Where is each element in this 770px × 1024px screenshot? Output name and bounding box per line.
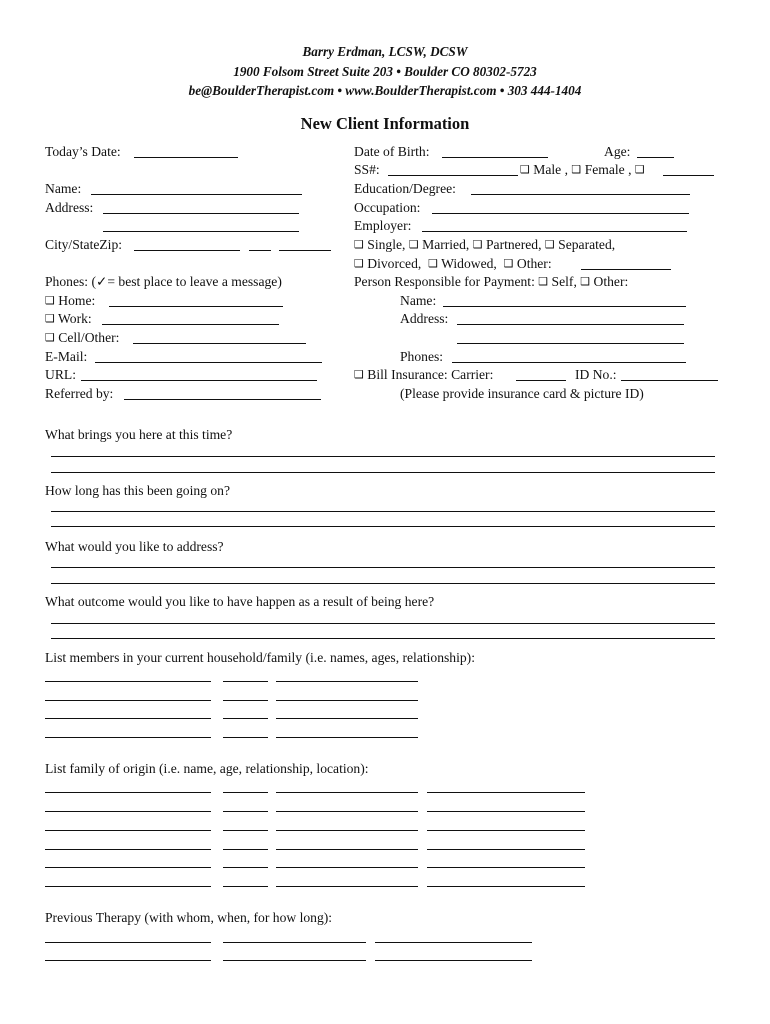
todays-date-field[interactable] <box>134 157 238 158</box>
education-field[interactable] <box>471 194 690 195</box>
therapy-whom-field[interactable] <box>45 960 211 961</box>
divorced-label: Divorced, <box>367 256 422 271</box>
email-label: E-Mail: <box>45 349 88 364</box>
practice-address: 1900 Folsom Street Suite 203 • Boulder CO 80302-5723 <box>233 64 537 79</box>
household-name-field[interactable] <box>45 737 211 738</box>
family-relationship-field[interactable] <box>276 830 418 831</box>
home-checkbox[interactable]: ❑ <box>45 294 55 307</box>
question-how-long: How long has this been going on? <box>45 483 231 498</box>
practice-contact: be@BoulderTherapist.com • www.BoulderTherapist.com • 303 444-1404 <box>188 83 582 98</box>
therapy-duration-field[interactable] <box>375 960 532 961</box>
family-name-field[interactable] <box>45 867 211 868</box>
bill-insurance-label: Bill Insurance: Carrier: <box>367 367 494 382</box>
partnered-checkbox[interactable]: ❑ <box>472 238 483 251</box>
name-label: Name: <box>45 181 82 196</box>
household-age-field[interactable] <box>223 737 268 738</box>
cell-checkbox[interactable]: ❑ <box>45 331 55 344</box>
payer-other-checkbox[interactable]: ❑ <box>580 275 591 288</box>
home-label: Home: <box>58 293 96 308</box>
marital-other-checkbox[interactable]: ❑ <box>503 257 514 270</box>
household-name-field[interactable] <box>45 718 211 719</box>
answer-line[interactable] <box>51 638 715 639</box>
family-age-field[interactable] <box>223 886 268 887</box>
carrier-field[interactable] <box>516 380 566 381</box>
dob-label: Date of Birth: <box>354 144 430 159</box>
bill-insurance-row <box>354 367 493 384</box>
family-age-field[interactable] <box>223 792 268 793</box>
married-label: Married, <box>422 237 470 252</box>
resp-name-label: Name: <box>400 293 437 308</box>
marital-status-row-2 <box>354 256 552 273</box>
resp-address-field-1[interactable] <box>457 324 684 325</box>
family-name-field[interactable] <box>45 849 211 850</box>
work-checkbox[interactable]: ❑ <box>45 312 55 325</box>
work-phone-row <box>45 311 92 328</box>
name-field[interactable] <box>91 194 302 195</box>
family-relationship-field[interactable] <box>276 811 418 812</box>
gender-options <box>520 162 645 179</box>
female-label: Female , <box>584 162 632 177</box>
therapy-when-field[interactable] <box>223 960 366 961</box>
household-name-field[interactable] <box>45 681 211 682</box>
answer-line[interactable] <box>51 511 715 512</box>
cell-phone-row <box>45 330 119 347</box>
household-prompt: List members in your current household/family (i.e. names, ages, relationship): <box>45 650 475 665</box>
zip-field[interactable] <box>279 250 331 251</box>
single-label: Single, <box>367 237 406 252</box>
address-label: Address: <box>45 200 94 215</box>
resp-phones-field[interactable] <box>452 362 686 363</box>
ss-label: SS#: <box>354 162 380 177</box>
employer-field[interactable] <box>422 231 687 232</box>
work-label: Work: <box>58 311 92 326</box>
family-age-field[interactable] <box>223 811 268 812</box>
referred-by-label: Referred by: <box>45 386 114 401</box>
family-location-field[interactable] <box>427 849 585 850</box>
family-location-field[interactable] <box>427 886 585 887</box>
therapy-duration-field[interactable] <box>375 942 532 943</box>
family-relationship-field[interactable] <box>276 886 418 887</box>
url-field[interactable] <box>81 380 317 381</box>
insurance-card-note: (Please provide insurance card & picture ID) <box>400 386 644 401</box>
family-location-field[interactable] <box>427 867 585 868</box>
separated-checkbox[interactable]: ❑ <box>544 238 555 251</box>
marital-status-row-1 <box>354 237 615 254</box>
form-title: New Client Information <box>300 114 470 133</box>
answer-line[interactable] <box>51 456 715 457</box>
ss-field[interactable] <box>388 175 518 176</box>
household-relationship-field[interactable] <box>276 700 418 701</box>
todays-date-label: Today’s Date: <box>45 144 121 159</box>
widowed-label: Widowed, <box>441 256 497 271</box>
bill-insurance-checkbox[interactable]: ❑ <box>354 368 364 381</box>
gender-other-field[interactable] <box>663 175 714 176</box>
question-what-to-address: What would you like to address? <box>45 539 224 554</box>
male-checkbox[interactable]: ❑ <box>520 163 530 176</box>
household-relationship-field[interactable] <box>276 718 418 719</box>
id-no-field[interactable] <box>621 380 718 381</box>
resp-address-label: Address: <box>400 311 449 326</box>
address-field-2[interactable] <box>103 231 299 232</box>
family-location-field[interactable] <box>427 811 585 812</box>
family-name-field[interactable] <box>45 830 211 831</box>
referred-by-field[interactable] <box>124 399 321 400</box>
state-field[interactable] <box>249 250 271 251</box>
answer-line[interactable] <box>51 567 715 568</box>
family-relationship-field[interactable] <box>276 867 418 868</box>
employer-label: Employer: <box>354 218 412 233</box>
phones-label: Phones: (✓= best place to leave a message) <box>45 274 282 289</box>
family-location-field[interactable] <box>427 830 585 831</box>
family-relationship-field[interactable] <box>276 849 418 850</box>
city-state-zip-label: City/StateZip: <box>45 237 123 252</box>
cell-phone-field[interactable] <box>133 343 306 344</box>
self-checkbox[interactable]: ❑ <box>538 275 549 288</box>
education-label: Education/Degree: <box>354 181 456 196</box>
household-name-field[interactable] <box>45 700 211 701</box>
person-responsible-label: Person Responsible for Payment: <box>354 274 535 289</box>
family-age-field[interactable] <box>223 830 268 831</box>
city-field[interactable] <box>134 250 240 251</box>
married-checkbox[interactable]: ❑ <box>408 238 419 251</box>
family-relationship-field[interactable] <box>276 792 418 793</box>
divorced-checkbox[interactable]: ❑ <box>354 257 364 270</box>
family-name-field[interactable] <box>45 792 211 793</box>
therapy-whom-field[interactable] <box>45 942 211 943</box>
household-age-field[interactable] <box>223 718 268 719</box>
male-label: Male , <box>533 162 569 177</box>
occupation-field[interactable] <box>432 213 689 214</box>
payer-other-label: Other: <box>593 274 629 289</box>
resp-address-field-2[interactable] <box>457 343 684 344</box>
household-age-field[interactable] <box>223 700 268 701</box>
therapy-when-field[interactable] <box>223 942 366 943</box>
female-checkbox[interactable]: ❑ <box>571 163 582 176</box>
resp-name-field[interactable] <box>443 306 686 307</box>
home-phone-field[interactable] <box>109 306 283 307</box>
question-desired-outcome: What outcome would you like to have happen as a result of being here? <box>45 594 435 609</box>
answer-line[interactable] <box>51 623 715 624</box>
family-of-origin-prompt: List family of origin (i.e. name, age, relationship, location): <box>45 761 369 776</box>
answer-line[interactable] <box>51 526 715 527</box>
email-field[interactable] <box>95 362 322 363</box>
separated-label: Separated, <box>558 237 616 252</box>
marital-other-field[interactable] <box>581 269 671 270</box>
answer-line[interactable] <box>51 583 715 584</box>
family-age-field[interactable] <box>223 849 268 850</box>
cell-label: Cell/Other: <box>58 330 120 345</box>
question-what-brings-you: What brings you here at this time? <box>45 427 233 442</box>
family-name-field[interactable] <box>45 886 211 887</box>
occupation-label: Occupation: <box>354 200 421 215</box>
family-age-field[interactable] <box>223 867 268 868</box>
widowed-checkbox[interactable]: ❑ <box>428 257 438 270</box>
home-phone-row <box>45 293 95 310</box>
payment-responsible-row <box>354 274 628 291</box>
age-field[interactable] <box>637 157 674 158</box>
household-relationship-field[interactable] <box>276 737 418 738</box>
family-name-field[interactable] <box>45 811 211 812</box>
address-field-1[interactable] <box>103 213 299 214</box>
single-checkbox[interactable]: ❑ <box>354 238 364 251</box>
marital-other-label: Other: <box>516 256 552 271</box>
gender-other-checkbox[interactable]: ❑ <box>634 163 645 176</box>
resp-phones-label: Phones: <box>400 349 444 364</box>
household-age-field[interactable] <box>223 681 268 682</box>
family-location-field[interactable] <box>427 792 585 793</box>
partnered-label: Partnered, <box>485 237 542 252</box>
url-label: URL: <box>45 367 76 382</box>
previous-therapy-prompt: Previous Therapy (with whom, when, for how long): <box>45 910 333 925</box>
self-label: Self, <box>551 274 577 289</box>
id-no-label: ID No.: <box>575 367 617 382</box>
practitioner-name: Barry Erdman, LCSW, DCSW <box>302 44 468 59</box>
household-relationship-field[interactable] <box>276 681 418 682</box>
work-phone-field[interactable] <box>102 324 279 325</box>
answer-line[interactable] <box>51 472 715 473</box>
dob-field[interactable] <box>442 157 548 158</box>
age-label: Age: <box>604 144 631 159</box>
